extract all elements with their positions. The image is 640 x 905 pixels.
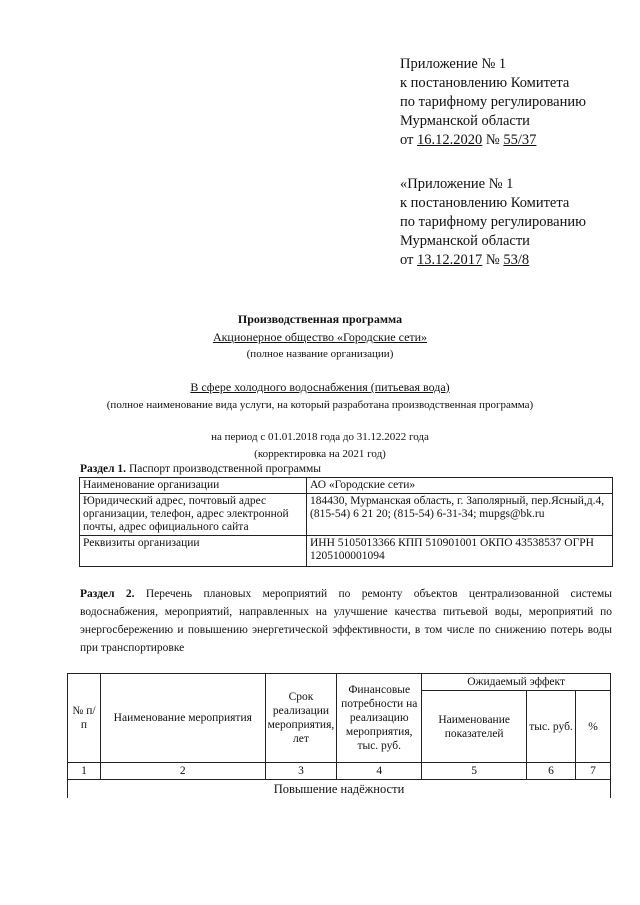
col-header-effect: Ожидаемый эффект (422, 674, 611, 691)
appendix-header-current (400, 55, 630, 150)
date-prefix: от (400, 132, 418, 148)
passport-field-name: Юридический адрес, почтовый адрес организации, телефон, адрес электронной почты, адрес официального сайта (80, 494, 307, 536)
header-date-line (400, 131, 630, 150)
col-header-term: Срок реализации мероприятия, лет (265, 674, 337, 763)
program-title: Производственная программа (237, 312, 403, 326)
column-number: 3 (265, 763, 337, 780)
header-line: к постановлению Комитета (400, 195, 570, 211)
header-line: по тарифному регулированию (400, 214, 586, 230)
col-header-finance: Финансовые потребности на реализацию мероприятия, тыс. руб. (337, 674, 422, 763)
column-number: 1 (68, 763, 101, 780)
passport-table (79, 477, 613, 567)
measures-table (67, 673, 611, 798)
passport-field-name: Наименование организации (80, 478, 307, 494)
section2-text: Перечень плановых мероприятий по ремонту объектов централизованной системы водоснабжения, мероприятий, направленных на улучшение качества питьевой воды, мероприятий по энергосбережению и повышению энергетической эффективности, в том числе по снижению потерь воды при транспортировке (80, 588, 612, 654)
column-number: 6 (527, 763, 576, 780)
table-row (80, 478, 613, 494)
header-line: по тарифному регулированию (400, 94, 586, 110)
column-numbers-row (68, 763, 611, 780)
section2-label: Раздел 2. (80, 588, 135, 600)
organization-name: Акционерное общество «Городские сети» (212, 330, 428, 344)
organization-caption: (полное название организации) (246, 348, 394, 360)
number-prefix: № (482, 132, 504, 148)
section2-paragraph (80, 585, 612, 657)
group-row-title: Повышение надёжности (68, 780, 611, 799)
table-row (80, 536, 613, 567)
number-prefix: № (482, 252, 504, 268)
section1-heading (80, 463, 321, 475)
appendix-header-original (400, 175, 630, 270)
program-correction: (корректировка на 2021 год) (254, 448, 386, 460)
passport-field-name: Реквизиты организации (80, 536, 307, 567)
group-row (68, 780, 611, 799)
service-name: В сфере холодного водоснабжения (питьевая вода) (190, 380, 450, 394)
section1-title: Паспорт производственной программы (126, 463, 322, 475)
table-row (80, 494, 613, 536)
passport-field-value: 184430, Мурманская область, г. Заполярный, пер.Ясный,д.4, (815-54) 6 21 20; (815-54) 6-31-34; mupgs@bk.ru (307, 494, 613, 536)
col-header-name: Наименование мероприятия (100, 674, 265, 763)
section1-label: Раздел 1. (80, 463, 127, 475)
passport-field-value: ИНН 5105013366 КПП 510901001 ОКПО 43538537 ОГРН 1205100001094 (307, 536, 613, 567)
date-prefix: от (400, 252, 418, 268)
col-header-percent: % (576, 691, 611, 763)
col-header-indicator: Наименование показателей (422, 691, 527, 763)
col-header-thousand: тыс. руб. (527, 691, 576, 763)
column-number: 5 (422, 763, 527, 780)
header-line: Приложение № 1 (400, 56, 507, 72)
resolution-number: 55/37 (503, 132, 537, 148)
service-caption: (полное наименование вида услуги, на который разработана производственная программа) (106, 399, 534, 411)
header-line: к постановлению Комитета (400, 75, 570, 91)
header-date-line (400, 251, 630, 270)
header-line: Мурманской области (400, 233, 530, 249)
resolution-number: 53/8 (503, 252, 530, 268)
passport-field-value: АО «Городские сети» (307, 478, 613, 494)
col-header-num: № п/п (68, 674, 101, 763)
column-number: 7 (576, 763, 611, 780)
resolution-date: 13.12.2017 (417, 252, 483, 268)
program-period: на период с 01.01.2018 года до 31.12.2022 года (211, 431, 429, 443)
resolution-date: 16.12.2020 (417, 132, 483, 148)
header-line: «Приложение № 1 (400, 176, 514, 192)
table-header-row (68, 674, 611, 691)
column-number: 4 (337, 763, 422, 780)
column-number: 2 (100, 763, 265, 780)
header-line: Мурманской области (400, 113, 530, 129)
